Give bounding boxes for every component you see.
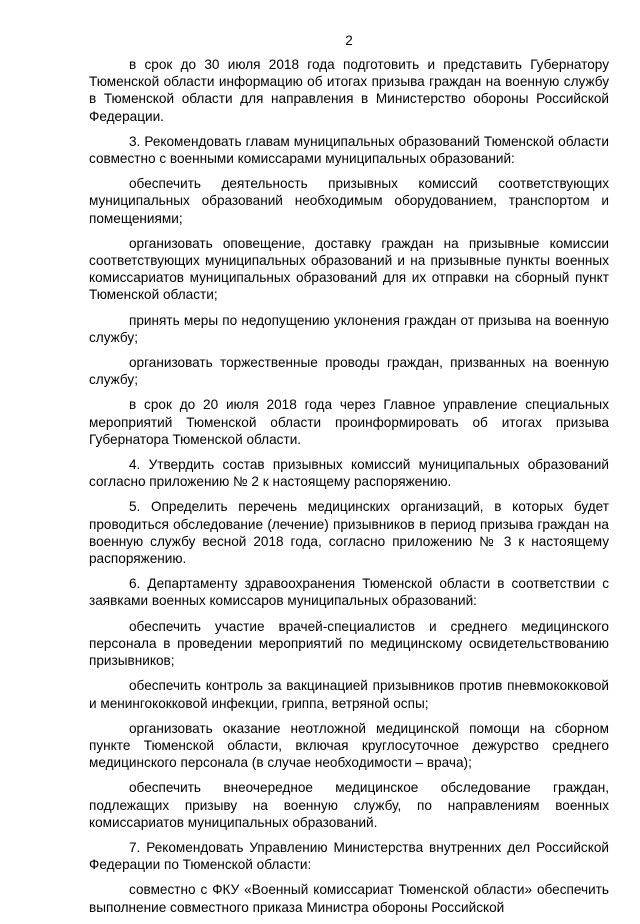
paragraph-deadline-inform: в срок до 20 июля 2018 года через Главное управление специальных мероприятий Тюменской области проинформировать об итогах призыва Губернатора Тюменской области. bbox=[89, 397, 609, 447]
paragraph-deadline-report-governor: в срок до 30 июля 2018 года подготовить и представить Губернатору Тюменской области информацию об итогах призыва граждан на военную службу в Тюменской области для направления в Министерство обороны Российской Федерации. bbox=[89, 57, 609, 124]
paragraph-item-3: 3. Рекомендовать главам муниципальных образований Тюменской области совместно с военными комиссарами муниципальных образований: bbox=[89, 133, 609, 167]
paragraph-emergency-care: организовать оказание неотложной медицинской помощи на сборном пункте Тюменской области, включая круглосуточное дежурство среднего медицинского персонала (в случае необходимости – врача); bbox=[89, 720, 609, 771]
paragraph-prevent-evasion: принять меры по недопущению уклонения граждан от призыва на военную службу; bbox=[89, 312, 609, 345]
paragraph-medical-specialists: обеспечить участие врачей-специалистов и среднего медицинского персонала в проведении мероприятий по медицинскому освидетельствованию призывников; bbox=[89, 618, 609, 669]
paragraph-medical-examination: обеспечить внеочередное медицинское обследование граждан, подлежащих призыву на военную службу, по направлениям военных комиссариатов муниципальных образований. bbox=[89, 780, 609, 830]
document-body bbox=[89, 56, 609, 924]
paragraph-send-off: организовать торжественные проводы граждан, призванных на военную службу; bbox=[89, 355, 609, 388]
paragraph-item-5: 5. Определить перечень медицинских организаций, в которых будет проводиться обследование (лечение) призывников в период призыва граждан на военную службу весной 2018 года, согласно приложению № 3 к настоящему распоряжению. bbox=[89, 499, 609, 567]
paragraph-vaccination-control: обеспечить контроль за вакцинацией призывников против пневмококковой и менингококковой инфекции, гриппа, ветряной оспы; bbox=[89, 678, 609, 711]
paragraph-item-4: 4. Утвердить состав призывных комиссий муниципальных образований согласно приложению № 2 к настоящему распоряжению. bbox=[89, 457, 609, 490]
paragraph-joint-order: совместно с ФКУ «Военный комиссариат Тюменской области» обеспечить выполнение совместного приказа Министра обороны Российской bbox=[89, 882, 609, 915]
page-number: 2 bbox=[345, 33, 353, 48]
paragraph-item-6: 6. Департаменту здравоохранения Тюменской области в соответствии с заявками военных комиссаров муниципальных образований: bbox=[89, 576, 609, 609]
paragraph-item-7: 7. Рекомендовать Управлению Министерства внутренних дел Российской Федерации по Тюменской области: bbox=[89, 839, 609, 873]
paragraph-organize-notification: организовать оповещение, доставку граждан на призывные комиссии соответствующих муниципальных образований и на призывные пункты военных комиссариатов муниципальных образований для их отправки на сборный пункт Тюменской области; bbox=[89, 235, 609, 303]
paragraph-provide-equipment: обеспечить деятельность призывных комиссий соответствующих муниципальных образований необходимым оборудованием, транспортом и помещениями; bbox=[89, 176, 609, 226]
